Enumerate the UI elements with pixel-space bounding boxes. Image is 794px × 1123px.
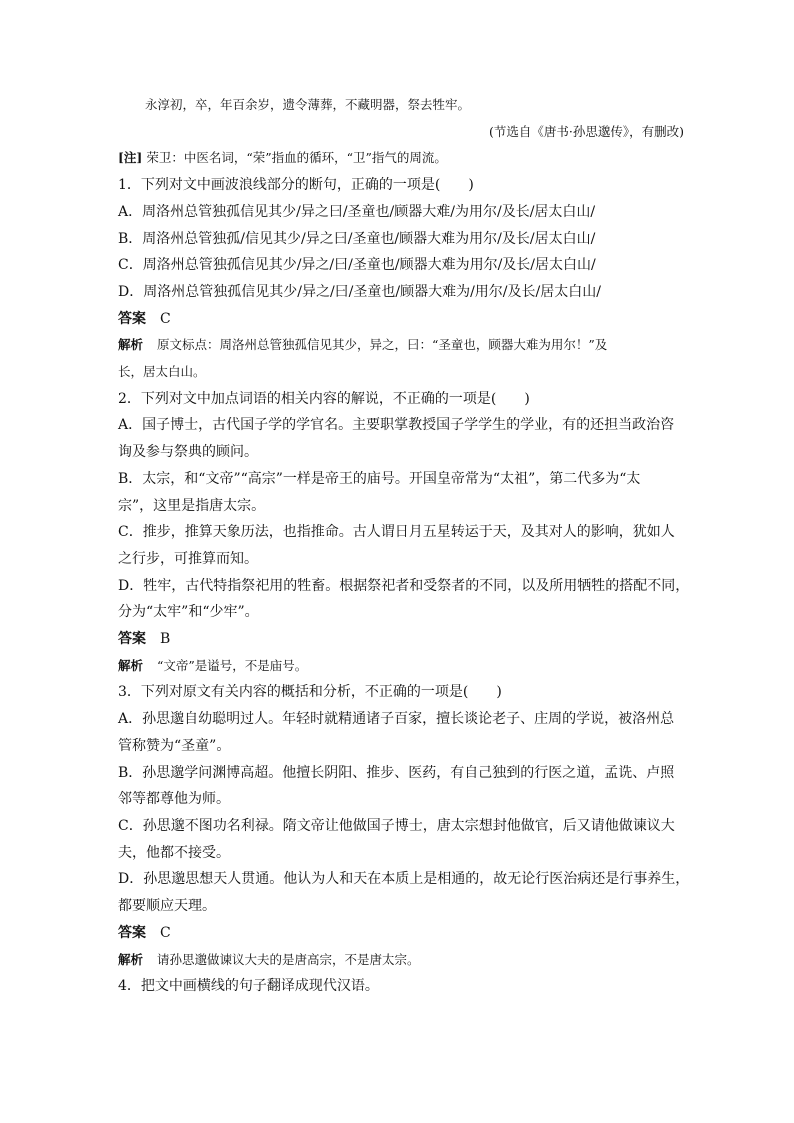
question-2-option-d: D．牲牢，古代特指祭祀用的牲畜。根据祭祀者和受祭者的不同，以及所用牺牲的搭配不同， [118,577,690,594]
question-2-analysis [118,653,684,680]
question-1-option-a: A．周洛州总管独孤信见其少/异之曰/圣童也/顾器大难/为用尔/及长/居太白山/ [118,203,596,220]
answer-label: 答案 [118,924,146,941]
question-2-option-b: B．太宗，和“文帝”“高宗”一样是帝王的庙号。开国皇帝常为“太祖”，第二代多为“太 [118,470,641,487]
footnote [118,145,684,172]
question-3-option-a-cont: 管称赞为“圣童”。 [118,737,231,754]
question-2-stem: 2．下列对文中加点词语的相关内容的解说，不正确的一项是( ) [118,390,530,407]
question-2-answer [118,626,684,653]
answer-value: C [160,310,171,327]
question-1-stem: 1．下列对文中画波浪线部分的断句，正确的一项是( ) [118,177,474,194]
question-3-option-a: A．孙思邈自幼聪明过人。年轻时就精通诸子百家，擅长谈论老子、庄周的学说，被洛州总 [118,711,675,728]
question-3-option-b-cont: 邻等都尊他为师。 [118,791,230,808]
question-2-option-a-cont: 询及参与祭典的顾问。 [118,444,258,461]
answer-label: 答案 [118,631,146,648]
document-body [118,92,690,1000]
analysis-label: 解析 [118,337,144,353]
analysis-text: “文帝”是谥号，不是庙号。 [157,657,308,673]
answer-value: C [160,924,171,941]
question-2-option-a: A．国子博士，古代国子学的学官名。主要职掌教授国子学学生的学业，有的还担当政治咨 [118,417,675,434]
passage-last-line: 永淳初，卒，年百余岁，遗令薄葬，不藏明器，祭去牲牢。 [145,97,471,112]
question-1-option-c: C．周洛州总管独孤信见其少/异之/曰/圣童也/顾器大难为用尔/及长/居太白山/ [118,257,596,274]
question-1-answer [118,306,684,333]
footnote-text: 荣卫：中医名词，“荣”指血的循环，“卫”指气的周流。 [146,150,447,166]
question-3-option-d: D．孙思邈思想天人贯通。他认为人和天在本质上是相通的，故无论行医治病还是行事养生， [118,871,690,888]
footnote-label: [注] [118,150,143,166]
analysis-label: 解析 [118,951,144,967]
answer-label: 答案 [118,310,146,327]
analysis-text: 原文标点：周洛州总管独孤信见其少，异之，曰：“圣童也，顾器大难为用尔！”及 [157,337,608,353]
passage-source: (节选自《唐书·孙思邈传》，有删改) [489,123,684,139]
question-2-option-c-cont: 之行步，可推算而知。 [118,550,258,567]
question-3-option-b: B．孙思邈学问渊博高超。他擅长阴阳、推步、医药，有自己独到的行医之道，孟诜、卢照 [118,764,675,781]
analysis-text: 请孙思邈做谏议大夫的是唐高宗，不是唐太宗。 [157,951,420,967]
question-1-option-b: B．周洛州总管独孤/信见其少/异之曰/圣童也/顾器大难为用尔/及长/居太白山/ [118,230,596,247]
question-1-analysis [118,332,684,359]
question-1-analysis-cont: 长，居太白山。 [118,364,206,380]
question-3-analysis [118,947,684,974]
question-2-option-d-cont: 分为“太牢”和“少牢”。 [118,604,259,621]
question-1-option-d: D．周洛州总管独孤信见其少/异之/曰/圣童也/顾器大难为/用尔/及长/居太白山/ [118,283,601,300]
question-2-option-c: C．推步，推算天象历法，也指推命。古人谓日月五星转运于天，及其对人的影响，犹如人 [118,524,675,541]
question-3-answer [118,920,684,947]
question-3-option-c: C．孙思邈不图功名利禄。隋文帝让他做国子博士，唐太宗想封他做官，后又请他做谏议大 [118,817,675,834]
question-4-stem: 4．把文中画横线的句子翻译成现代汉语。 [118,978,379,995]
question-2-option-b-cont: 宗”，这里是指唐太宗。 [118,497,266,514]
question-3-option-c-cont: 夫，他都不接受。 [118,844,230,861]
analysis-label: 解析 [118,657,144,673]
question-3-stem: 3．下列对原文有关内容的概括和分析，不正确的一项是( ) [118,684,502,701]
question-3-option-d-cont: 都要顺应天理。 [118,898,216,915]
answer-value: B [160,631,171,648]
